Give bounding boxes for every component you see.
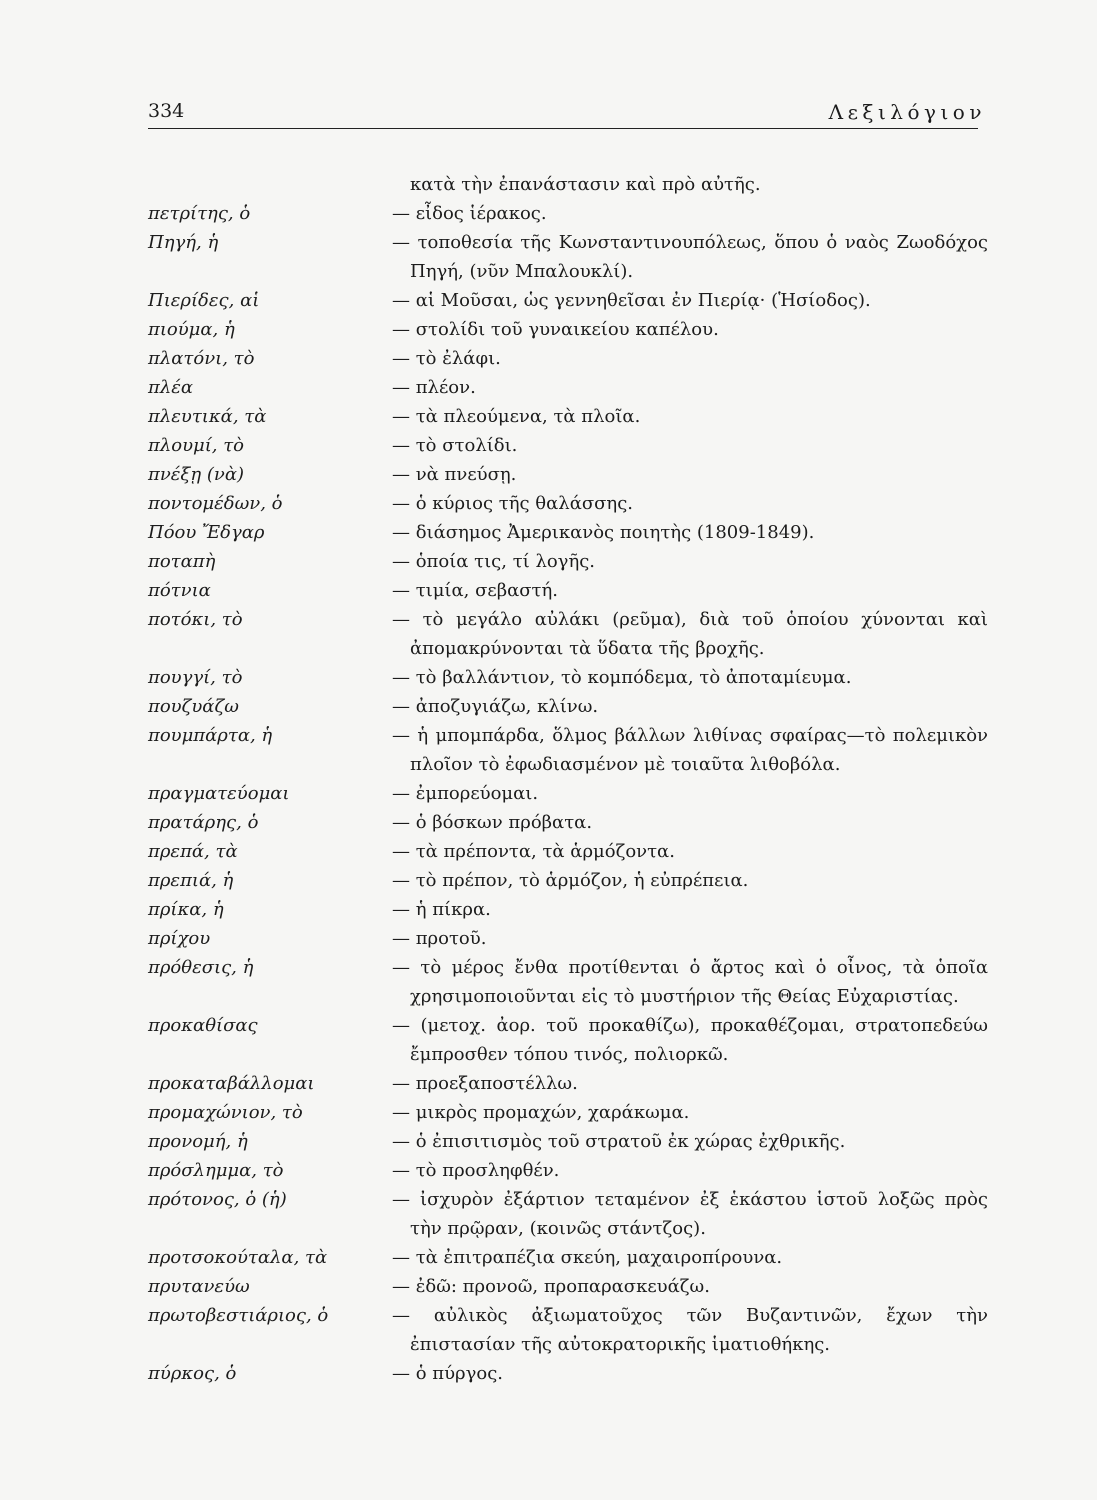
entry-definition: — ὁ πύργος. [392,1363,504,1384]
entry-definition: — τὸ βαλλάντιον, τὸ κομπόδεμα, τὸ ἀποταμίευμα. [392,667,852,688]
entry-term: πρεπά, τὰ [148,841,238,862]
entry-term: Πόου Ἔδγαρ [148,522,265,543]
glossary-entry [148,924,998,953]
entry-term: πνέξῃ (νὰ) [148,464,244,485]
glossary-continuation: κατὰ τὴν ἐπανάστασιν καὶ πρὸ αὐτῆς. [410,174,761,195]
entry-term: πρωτοβεστιάριος, ὁ [148,1305,329,1326]
entry-definition: — τὰ πλεούμενα, τὰ πλοῖα. [392,406,641,427]
entry-definition: — τοποθεσία τῆς Κωνσταντινουπόλεως, ὅπου ὁ ναὸς Ζωοδόχος Πηγή, (νῦν Μπαλουκλί). [392,232,988,282]
glossary-entry [148,953,998,1011]
glossary-entry [148,402,998,431]
header-rule [148,128,978,129]
entry-definition: — τὸ μεγάλο αὐλάκι (ρεῦμα), διὰ τοῦ ὁποίου χύνονται καὶ ἀπομακρύνονται τὰ ὕδατα τῆς βροχῆς. [392,609,988,659]
entry-definition: — στολίδι τοῦ γυναικείου καπέλου. [392,319,719,340]
glossary-entry [148,1127,998,1156]
entry-term: Πηγή, ἡ [148,232,219,253]
glossary-entry [148,1301,998,1359]
entry-term: πουζυάζω [148,696,239,717]
entry-term: πουμπάρτα, ἡ [148,725,273,746]
entry-term: πλουμί, τὸ [148,435,245,456]
glossary-entry [148,808,998,837]
entry-definition: — εἶδος ἱέρακος. [392,203,547,224]
glossary-entry [148,779,998,808]
entry-definition: — ἐδῶ: προνοῶ, προπαρασκευάζω. [392,1276,710,1297]
running-title: Λεξιλόγιον [828,100,986,124]
entry-term: πρατάρης, ὁ [148,812,259,833]
entry-term: πότνια [148,580,211,601]
entry-term: πουγγί, τὸ [148,667,243,688]
glossary-entry [148,373,998,402]
entry-term: πραγματεύομαι [148,783,290,804]
entry-term: πλέα [148,377,194,398]
entry-term: πρίκα, ἡ [148,899,224,920]
glossary-entry [148,1272,998,1301]
entry-definition: — ἡ μπομπάρδα, ὅλμος βάλλων λιθίνας σφαίρας—τὸ πολεμικὸν πλοῖον τὸ ἐφωδιασμένον μὲ τοιαῦτα λιθοβόλα. [392,725,988,775]
entry-definition: — τὰ πρέποντα, τὰ ἁρμόζοντα. [392,841,675,862]
entry-definition: — ἰσχυρὸν ἐξάρτιον τεταμένον ἐξ ἑκάστου ἱστοῦ λοξῶς πρὸς τὴν πρῷραν, (κοινῶς στάντζος). [392,1189,988,1239]
entry-definition: — τὸ προσληφθέν. [392,1160,560,1181]
entry-definition: — ὁποία τις, τί λογῆς. [392,551,596,572]
entry-term: ποταπὴ [148,551,216,572]
glossary-entry [148,1098,998,1127]
entry-definition: — πλέον. [392,377,476,398]
entry-term: πρότονος, ὁ (ἡ) [148,1189,287,1210]
entry-definition: — ὁ βόσκων πρόβατα. [392,812,593,833]
entry-term: πρίχου [148,928,211,949]
glossary-entry [148,721,998,779]
entry-term: προμαχώνιον, τὸ [148,1102,303,1123]
entry-definition: — νὰ πνεύσῃ. [392,464,517,485]
entry-definition: — ὁ ἐπισιτισμὸς τοῦ στρατοῦ ἐκ χώρας ἐχθρικῆς. [392,1131,846,1152]
entry-definition: — τὸ στολίδι. [392,435,518,456]
glossary-entry [148,518,998,547]
entry-definition: — ἡ πίκρα. [392,899,491,920]
entry-term: προκαταβάλλομαι [148,1073,315,1094]
glossary-entry [148,1185,998,1243]
entry-definition: — μικρὸς προμαχών, χαράκωμα. [392,1102,690,1123]
entry-definition: — τιμία, σεβαστή. [392,580,559,601]
glossary-entry [148,286,998,315]
entry-definition: — (μετοχ. ἀορ. τοῦ προκαθίζω), προκαθέζομαι, στρατοπεδεύω ἔμπροσθεν τόπου τινός, πολιορκῶ. [392,1015,988,1065]
entry-term: πλατόνι, τὸ [148,348,255,369]
glossary-entry [148,489,998,518]
glossary-continuation-entry [148,170,998,199]
entry-definition: — προεξαποστέλλω. [392,1073,578,1094]
entry-term: ποντομέδων, ὁ [148,493,283,514]
entry-definition: — τὰ ἐπιτραπέζια σκεύη, μαχαιροπίρουνα. [392,1247,783,1268]
entry-term: πρόθεσις, ἡ [148,957,254,978]
entry-term: πρεπιά, ἡ [148,870,234,891]
entry-definition: — τὸ μέρος ἔνθα προτίθενται ὁ ἄρτος καὶ ὁ οἶνος, τὰ ὁποῖα χρησιμοποιοῦνται εἰς τὸ μυστήριον τῆς Θείας Εὐχαριστίας. [392,957,988,1007]
entry-definition: — ὁ κύριος τῆς θαλάσσης. [392,493,634,514]
entry-term: ποτόκι, τὸ [148,609,243,630]
glossary-entry [148,1243,998,1272]
entry-definition: — ἐμπορεύομαι. [392,783,539,804]
glossary-entry [148,837,998,866]
glossary-entry [148,692,998,721]
entry-term: πύρκος, ὁ [148,1363,237,1384]
entry-definition: — τὸ ἐλάφι. [392,348,501,369]
entry-term: πρυτανεύω [148,1276,250,1297]
entry-term: προτσοκούταλα, τὰ [148,1247,328,1268]
entry-term: πιούμα, ἡ [148,319,235,340]
entry-definition: — αὐλικὸς ἀξιωματοῦχος τῶν Βυζαντινῶν, ἔχων τὴν ἐπιστασίαν τῆς αὐτοκρατορικῆς ἱματιοθήκης. [392,1305,988,1355]
page-header [148,98,986,128]
entry-definition: — ἀποζυγιάζω, κλίνω. [392,696,599,717]
glossary-entry [148,344,998,373]
glossary-entry [148,547,998,576]
page-number: 334 [148,100,185,122]
entry-definition: — τὸ πρέπον, τὸ ἁρμόζον, ἡ εὐπρέπεια. [392,870,749,891]
entry-term: πρόσλημμα, τὸ [148,1160,284,1181]
entry-definition: — αἱ Μοῦσαι, ὡς γεννηθεῖσαι ἐν Πιερίᾳ· (Ἡσίοδος). [392,290,871,311]
glossary-entry [148,1156,998,1185]
entry-term: προνομή, ἡ [148,1131,248,1152]
glossary-entry [148,199,998,228]
glossary-entry [148,431,998,460]
glossary-entry [148,228,998,286]
glossary-entry [148,1359,998,1388]
glossary-entry [148,663,998,692]
entry-term: Πιερίδες, αἱ [148,290,260,311]
entry-definition: — προτοῦ. [392,928,487,949]
entry-term: πετρίτης, ὁ [148,203,251,224]
entry-definition: — διάσημος Ἀμερικανὸς ποιητὴς (1809-1849). [392,522,815,543]
glossary-entry [148,460,998,489]
glossary-entries [148,199,998,1388]
entry-term: πλευτικά, τὰ [148,406,267,427]
glossary-entry [148,576,998,605]
glossary-entry [148,315,998,344]
glossary-entry [148,1069,998,1098]
entry-term: προκαθίσας [148,1015,258,1036]
glossary-entry [148,866,998,895]
glossary-entry [148,1011,998,1069]
glossary [148,170,998,1388]
glossary-entry [148,605,998,663]
glossary-entry [148,895,998,924]
